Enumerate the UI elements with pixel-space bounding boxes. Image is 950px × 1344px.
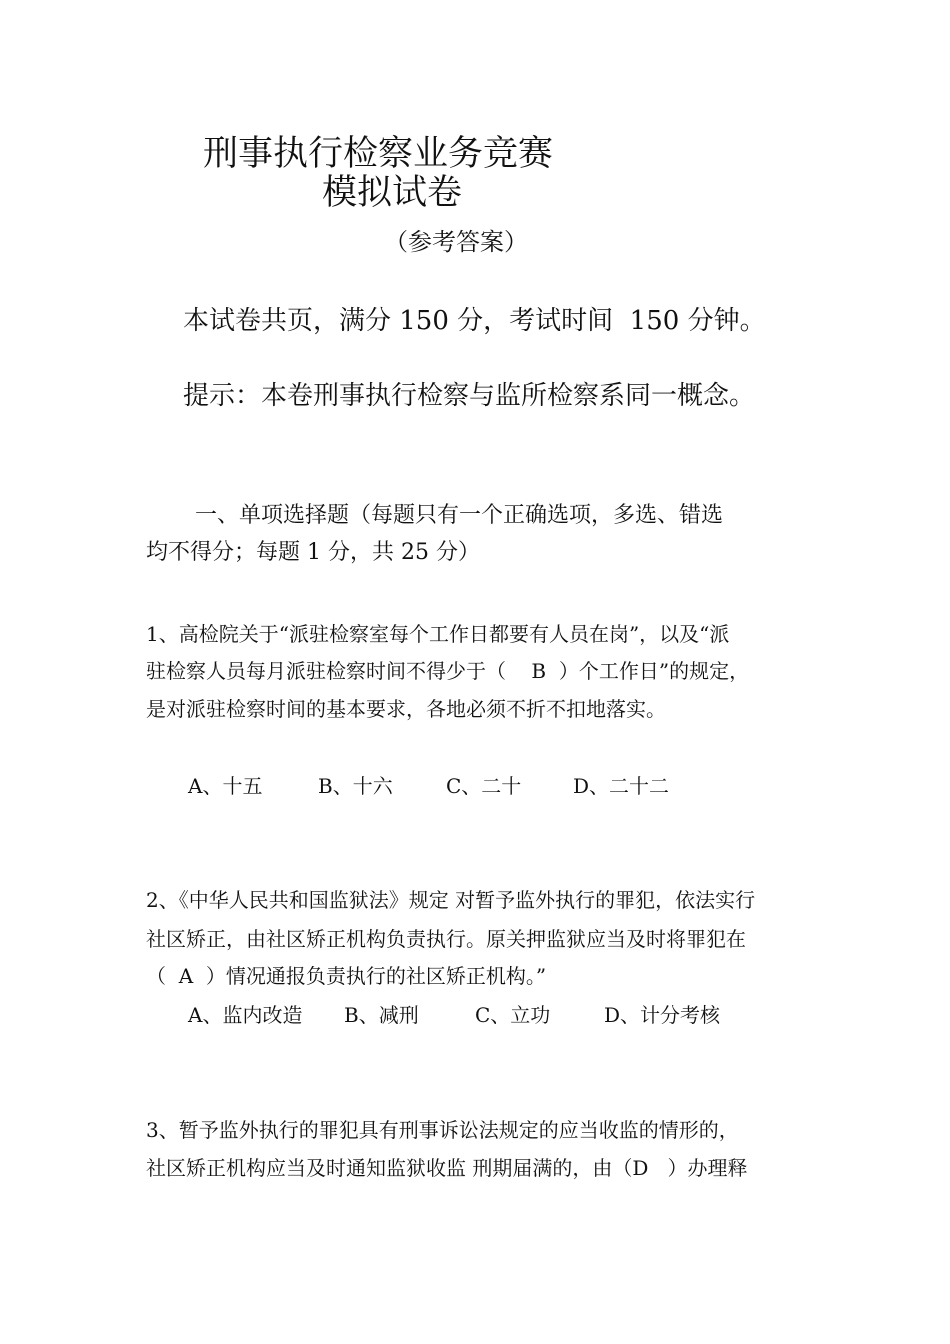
question-3-line2: 社区矫正机构应当及时通知监狱收监 刑期届满的，由（D ）办理释	[146, 1156, 748, 1180]
hint-text: 提示：本卷刑事执行检察与监所检察系同一概念。	[183, 381, 756, 411]
exam-subtitle: （参考答案）	[384, 228, 528, 256]
question-1-option-a: A、十五	[188, 774, 263, 798]
question-2-option-c: C、立功	[475, 1003, 551, 1027]
question-1-line3: 是对派驻检察时间的基本要求，各地必须不折不扣地落实。	[146, 697, 666, 721]
question-2-line1: 2、《中华人民共和国监狱法》规定 对暂予监外执行的罪犯，依法实行	[146, 888, 756, 912]
question-1-option-b: B、十六	[318, 774, 393, 798]
exam-title-line2: 模拟试卷	[322, 173, 463, 213]
paper-note: 本试卷共页，满分 150 分，考试时间 150 分钟。	[183, 306, 766, 336]
question-3-line1: 3、暂予监外执行的罪犯具有刑事诉讼法规定的应当收监的情形的，	[146, 1118, 739, 1142]
question-1-line2: 驻检察人员每月派驻检察时间不得少于（ B ）个工作日”的规定，	[146, 659, 750, 683]
section-heading-line2: 均不得分；每题 1 分，共 25 分）	[146, 540, 480, 565]
question-2-option-b: B、减刑	[344, 1003, 419, 1027]
question-2-line3: （ A ）情况通报负责执行的社区矫正机构。”	[146, 964, 547, 988]
question-1-option-d: D、二十二	[573, 774, 670, 798]
question-2-line2: 社区矫正，由社区矫正机构负责执行。原关押监狱应当及时将罪犯在	[146, 927, 746, 951]
question-1-line1: 1、高检院关于“派驻检察室每个工作日都要有人员在岗”，以及“派	[146, 622, 730, 646]
section-heading-line1: 一、单项选择题（每题只有一个正确选项，多选、错选	[195, 503, 724, 528]
question-2-option-d: D、计分考核	[604, 1003, 721, 1027]
exam-title-line1: 刑事执行检察业务竞赛	[203, 134, 554, 174]
question-2-option-a: A、监内改造	[188, 1003, 303, 1027]
question-1-option-c: C、二十	[446, 774, 522, 798]
